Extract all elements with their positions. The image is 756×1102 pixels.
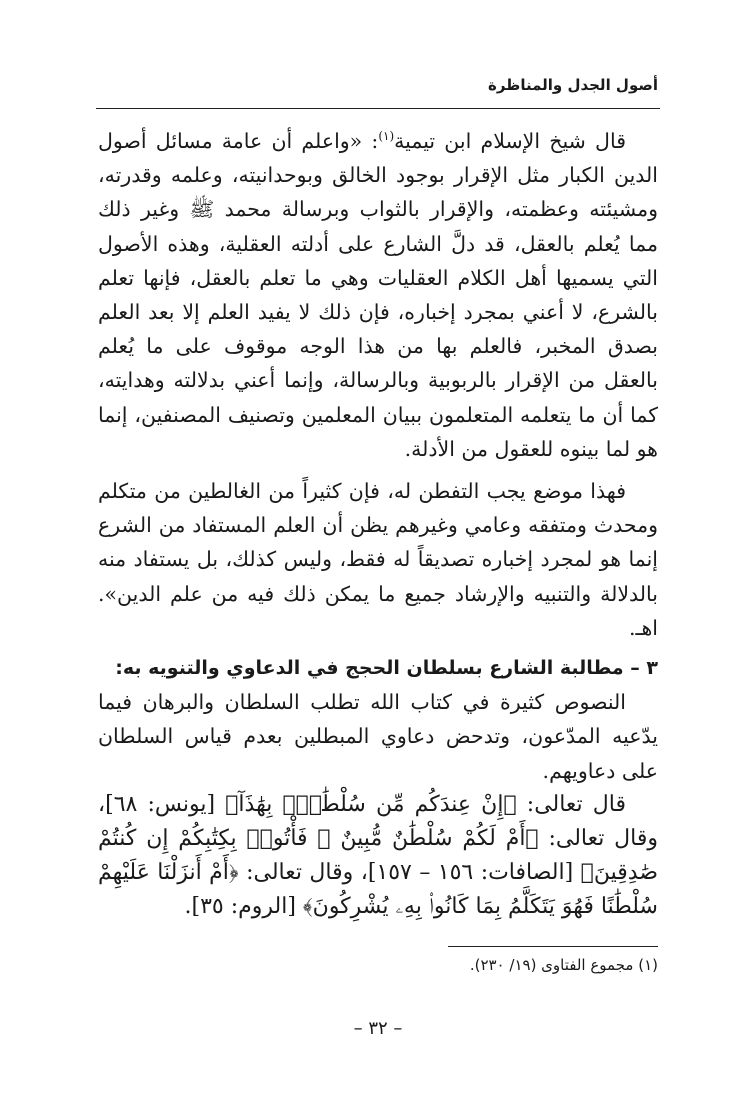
quote-text: : «واعلم أن عامة مسائل أصول الدين الكبار مثل الإقرار بوجود الخالق وبوحدانيته، وعلمه وقدرته، ومشيئته وعظمته، والإقرار بالثواب وبرسالة محمد ﷺ وغير ذلك مما يُعلم بالعقل، قد دلَّ الشارع على أدلته العقلية، وهذه الأصول التي يسميها أهل الكلام العقليات وهي ما تعلم بالعقل، فإنها تعلم بالشرع، لا أعني بمجرد إخباره، فإن ذلك لا يفيد العلم إلا بعد العلم بصدق المخبر، فالعلم بها من هذا الوجه موقوف على ما يُعلم بالعقل من الإقرار بالربوبية وبالرسالة، وإنما أعني بدلالته وهدايته، كما أن ما يتعلمه المتعلمون ببيان المعلمين وتصنيف المصنفين، إنما هو لما بينوه للعقول من الأدلة. [98,129,658,461]
paragraph-continuation: فهذا موضع يجب التفطن له، فإن كثيراً من الغالطين من متكلم ومحدث ومتفقه وعامي وغيرهم يظن أن العلم المستفاد من الشرع إنما هو لمجرد إخباره تصديقاً له فقط، وليس كذلك، بل يستفاد منه بالدلالة والتنبيه والإرشاد جميع ما يمكن ذلك فيه من علم الدين». اهـ. [98,479,658,640]
header-divider [96,108,660,109]
footnote: (١) مجموع الفتاوى (١٩/ ٢٣٠). [469,956,658,974]
section-heading: ٣ – مطالبة الشارع بسلطان الحجج في الدعاوي والتنويه به: [115,657,658,680]
paragraph-quote [98,124,658,466]
main-text [98,124,658,925]
footnote-divider [448,946,658,947]
paragraph-verses: قال تعالى: ﴿إِنْ عِندَكُم مِّن سُلْطَٰنٍۭ بِهَٰذَآ﴾ [يونس: ٦٨]، وقال تعالى: ﴿أَمْ لَكُمْ سُلْطَٰنٌ مُّبِينٌ ۞ فَأْتُوا۟ بِكِتَٰبِكُمْ إِن كُنتُمْ صَٰدِقِينَ﴾ [الصافات: ١٥٦ – ١٥٧]، وقال تعالى: ﴿أَمْ أَنزَلْنَا عَلَيْهِمْ سُلْطَٰنًا فَهُوَ يَتَكَلَّمُ بِمَا كَانُوا۟ بِهِۦ يُشْرِكُونَ﴾ [الروم: ٣٥]. [98,791,658,920]
quote-lead: قال شيخ الإسلام ابن تيمية [394,129,626,153]
footnote-ref[interactable]: (١) [378,129,395,144]
page-number: – ٣٢ – [353,1018,403,1039]
paragraph-texts: النصوص كثيرة في كتاب الله تطلب السلطان والبرهان فيما يدّعيه المدّعون، وتدحض دعاوي المبطلين بعدم قياس السلطان على دعاويهم. [98,690,658,783]
running-header: أصول الجدل والمناظرة [488,76,658,94]
